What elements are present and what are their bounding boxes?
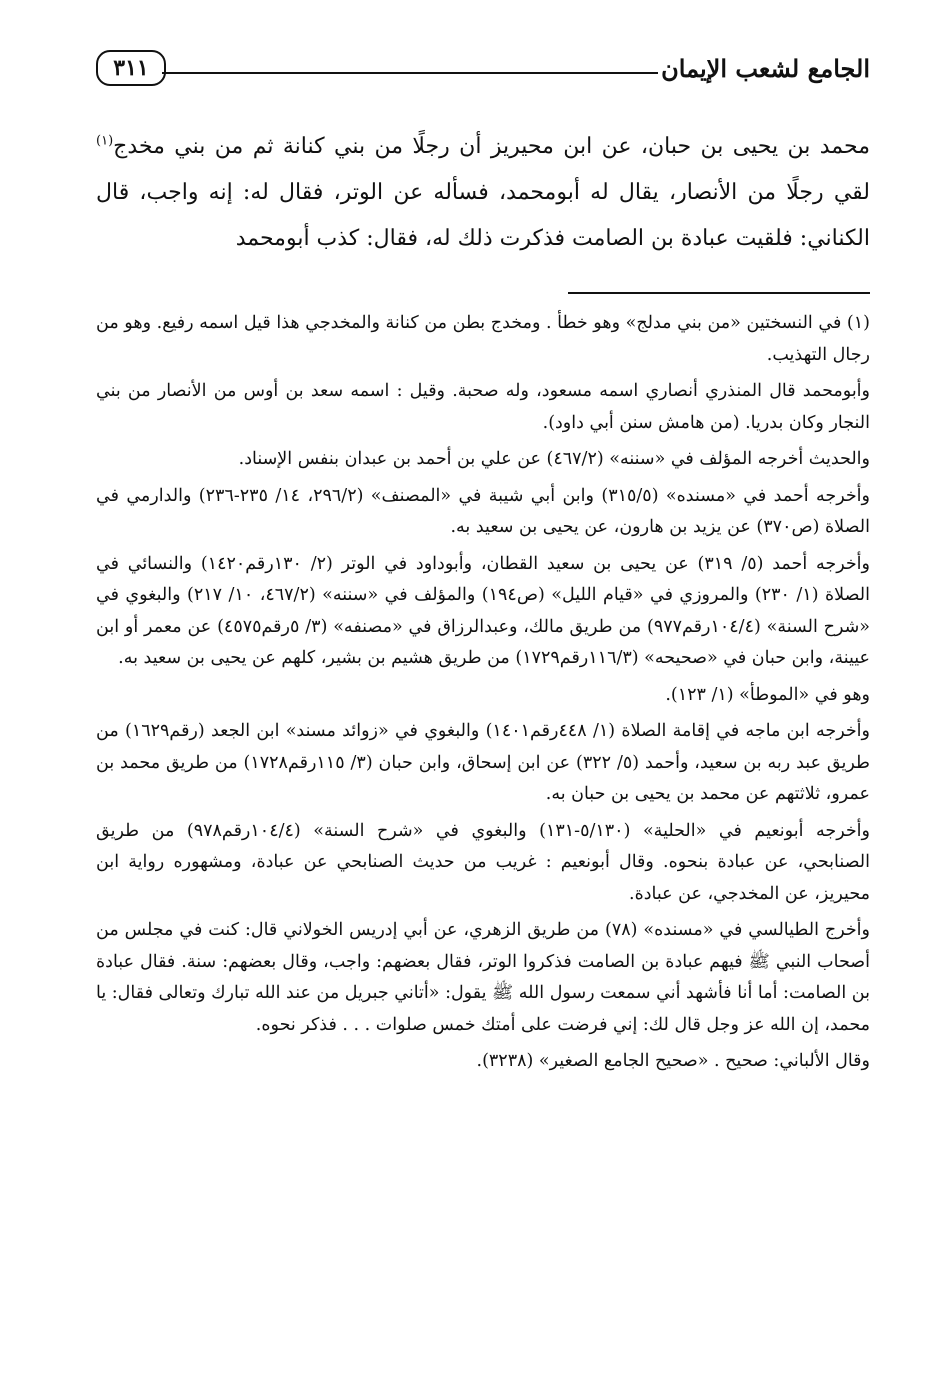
footnote-paragraph: وأخرج الطيالسي في «مسنده» (٧٨) من طريق الزهري، عن أبي إدريس الخولاني قال: كنت في مجلس من أصحاب النبي ﷺ فيهم عبادة بن الصامت فذكروا الوتر، فقال بعضهم: واجب، وقال بعضهم: سنة. فقال عبادة بن الصامت: أما أنا فأشهد أني سمعت رسول الله ﷺ يقول: «أتاني جبريل من عند الله تبارك وتعالى فقال: يا محمد، إن الله عز وجل قال لك: إني فرضت على أمتك خمس صلوات . . . فذكر نحوه. (96, 920, 870, 1035)
main-text-continuation: لقي رجلًا من الأنصار، يقال له أبومحمد، فسأله عن الوتر، فقال له: إنه واجب، قال الكناني: فلقيت عبادة بن الصامت فذكرت ذلك له، فقال: كذب أبومحمد (96, 180, 870, 251)
page-number: ٣١١ (96, 50, 166, 86)
main-text-opening: محمد بن يحيى بن حبان، عن ابن محيريز أن رجلًا من بني كنانة ثم من بني مخدج (113, 134, 870, 159)
main-text (96, 124, 870, 262)
footnote-paragraph: وأخرجه أبونعيم في «الحلية» (٥/١٣٠-١٣١) والبغوي في «شرح السنة» (١٠٤/٤رقم٩٧٨) من طريق الصنابحي، عن عبادة بنحوه. وقال أبونعيم : غريب من حديث الصنابحي عن عبادة، ومشهوره رواية ابن محيريز، عن المخدجي، عن عبادة. (96, 820, 870, 904)
running-title: الجامع لشعب الإيمان (661, 54, 870, 83)
main-paragraph (96, 124, 870, 262)
footnote-paragraph: وأخرجه أحمد في «مسنده» (٣١٥/٥) وابن أبي شيبة في «المصنف» (٢٩٦/٢، ١٤/ ٢٣٥-٢٣٦) والدارمي في الصلاة (ص٣٧٠) عن يزيد بن هارون، عن يحيى بن سعيد به. (96, 485, 870, 537)
header-rule (162, 72, 658, 74)
footnote-paragraph: والحديث أخرجه المؤلف في «سننه» (٤٦٧/٢) عن علي بن أحمد بن عبدان بنفس الإسناد. (238, 449, 870, 469)
footnote-separator (568, 292, 870, 294)
footnote-paragraph: وأخرجه أحمد (٥/ ٣١٩) عن يحيى بن سعيد القطان، وأبوداود في الوتر (٢/ ١٣٠رقم١٤٢٠) والنسائي في الصلاة (١/ ٢٣٠) والمروزي في «قيام الليل» (ص١٩٤) والمؤلف في «سننه» (٤٦٧/٢، ١٠/ ٢١٧) والبغوي في «شرح السنة» (١٠٤/٤رقم٩٧٧) من طريق مالك، وعبدالرزاق في «مصنفه» (٣/ ٥رقم٤٥٧٥) عن معمر أو ابن عيينة، وابن حبان في «صحيحه» (١١٦/٣رقم١٧٢٩) من طريق هشيم بن بشير، كلهم عن يحيى بن سعيد به. (96, 553, 870, 668)
footnotes (96, 308, 870, 1083)
footnote-paragraph: وأبومحمد قال المنذري أنصاري اسمه مسعود، وله صحبة. وقيل : اسمه سعد بن أوس من الأنصار من بني النجار وكان بدريا. (من هامش سنن أبي داود). (96, 381, 870, 433)
page-header (96, 42, 870, 100)
footnote-paragraph: (١) في النسختين «من بني مدلج» وهو خطأ . ومخدج بطن من كنانة والمخدجي هذا قيل اسمه رفيع. وهو من رجال التهذيب. (96, 313, 870, 365)
footnote-paragraph: وقال الألباني: صحيح . «صحيح الجامع الصغير» (٣٢٣٨). (476, 1051, 870, 1071)
footnote-paragraph: وأخرجه ابن ماجه في إقامة الصلاة (١/ ٤٤٨رقم١٤٠١) والبغوي في «زوائد مسند» ابن الجعد (رقم١٦٢٩) من طريق عبد ربه بن سعيد، وأحمد (٥/ ٣٢٢) عن ابن إسحاق، وابن حبان (٣/ ١١٥رقم١٧٢٨) من طريق محمد بن عمرو، ثلاثتهم عن محمد بن يحيى بن حبان به. (96, 721, 870, 804)
footnote-reference: (١) (96, 133, 114, 149)
footnote-paragraph: وهو في «الموطأ» (١/ ١٢٣). (665, 684, 870, 705)
